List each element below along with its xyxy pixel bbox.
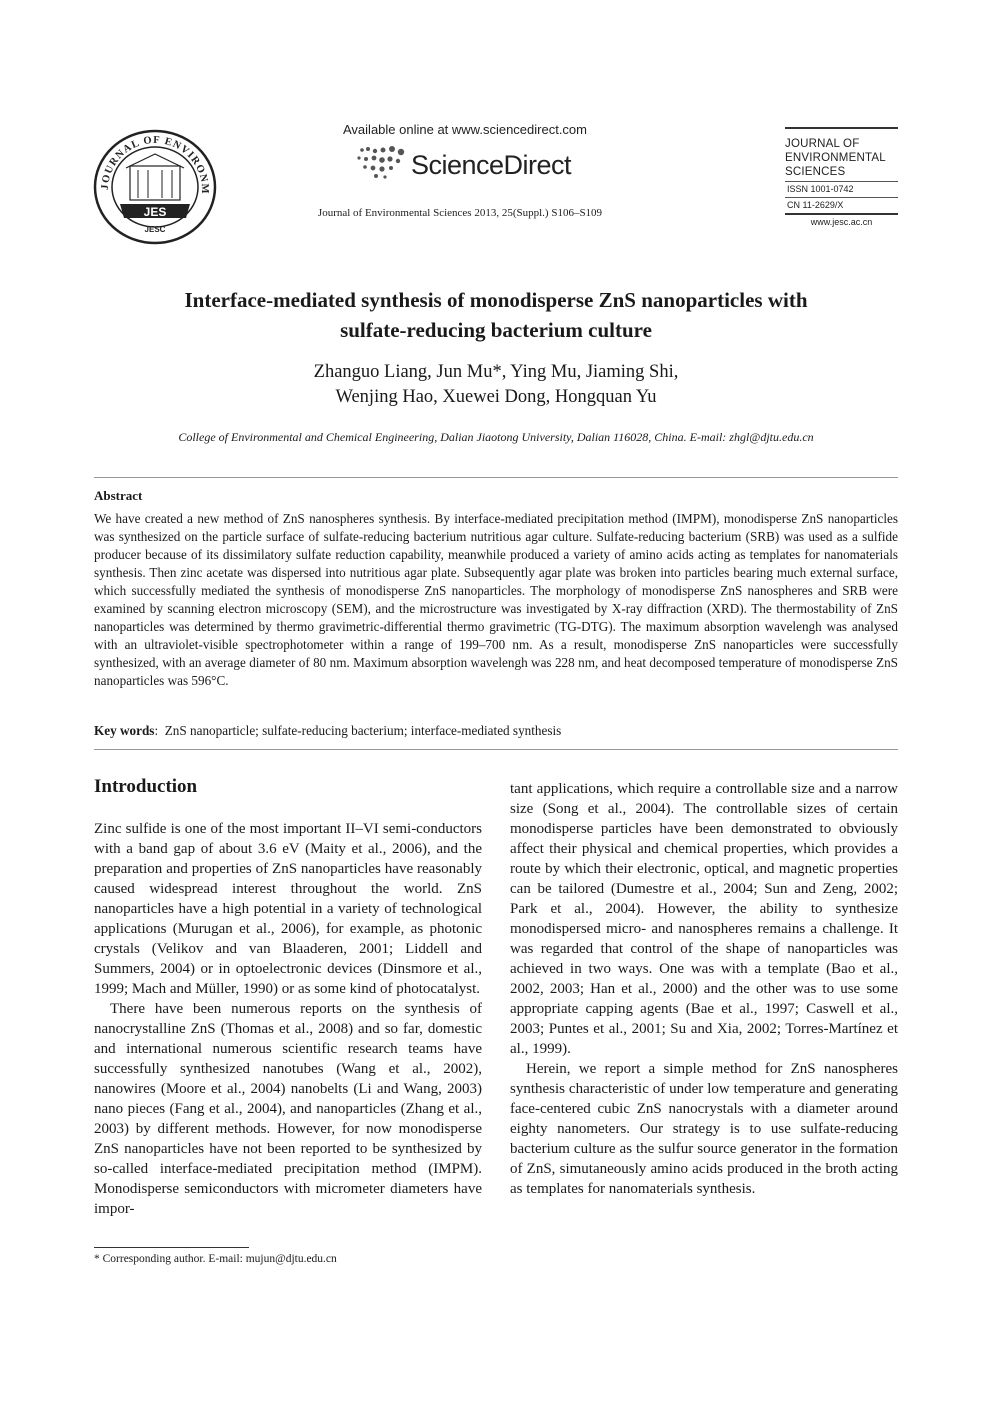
authors-line-1: Zhanguo Liang, Jun Mu*, Ying Mu, Jiaming Shi,: [313, 362, 679, 382]
abstract-bottom-rule: [94, 749, 898, 750]
sciencedirect-brand: ScienceDirect: [411, 150, 572, 180]
journal-citation: Journal of Environmental Sciences 2013, 25(Suppl.) S106–S109: [317, 207, 603, 219]
journal-box-rule: [785, 197, 898, 198]
paragraph: Herein, we report a simple method for ZnS nanospheres synthesis characteristic of under low temperature and generating face-centered cubic ZnS nanocrystals with a diameter around eighty nanometers. Our strategy is to use sulfate-reducing bacterium culture as the sulfur source generator in the formation of ZnS, simutaneously amino acids produced in the broth acting as templates for nanomaterials synthesis.: [510, 1061, 898, 1197]
journal-issn: ISSN 1001-0742: [787, 184, 854, 194]
paragraph: There have been numerous reports on the synthesis of nanocrystalline ZnS (Thomas et al., 2008) and so far, domestic and international numerous scientific research teams have successfully synthesized nanotubes (Wang et al., 2002), nanowires (Moore et al., 2004) nanobelts (Li and Wang, 2003) nano pieces (Fang et al., 2004), and nanoparticles (Zhang et al., 2003) by different methods. However, for now monodisperse ZnS nanoparticles have not been reported to be synthesized by so-called interface-mediated precipitation method (IMPM). Monodisperse semiconductors with micrometer diameters have impor-: [94, 1001, 482, 1217]
journal-url[interactable]: www.jesc.ac.cn: [810, 217, 873, 227]
paragraph: tant applications, which require a controllable size and a narrow size (Song et al., 2004). The controllable sizes of certain monodisperse particles have been demonstrated to obviously affect their physical and chemical properties, which provides a route by which their electronic, optical, and magnetic properties can be tailored (Dumestre et al., 2004; Sun and Zeng, 2002; Park et al., 2004). However, the ability to synthesize monodispersed micro- and nanospheres remains a challenge. It was regarded that control of the shape of nanoparticles was achieved in two ways. One was with a template (Bao et al., 2002, 2003; Han et al., 2000) and the other was to use some appropriate capping agents (Bae et al., 1997; Caswell et al., 2003; Puntes et al., 2001; Su and Xia, 2002; Torres-Martínez et al., 1999).: [510, 781, 898, 1057]
footnote: * Corresponding author. E-mail: mujun@djtu.edu.cn: [94, 1253, 337, 1265]
journal-name-line-3: SCIENCES: [785, 166, 846, 178]
available-online-text: Available online at www.sciencedirect.com: [343, 122, 587, 137]
keywords: Key words: ZnS nanoparticle; sulfate-reducing bacterium; interface-mediated synthesis: [94, 723, 562, 738]
journal-info-box: [785, 127, 898, 228]
left-column: [94, 819, 482, 1219]
journal-name-line-1: JOURNAL OF: [785, 138, 860, 150]
title-line-1: Interface-mediated synthesis of monodisperse ZnS nanoparticles with: [184, 288, 808, 312]
keywords-label: Key words: [94, 723, 155, 738]
section-heading-introduction: Introduction: [94, 776, 198, 797]
svg-text:JOURNAL OF ENVIRONMENTAL SCIEN: [92, 128, 210, 195]
journal-logo: [92, 128, 218, 246]
keywords-text: ZnS nanoparticle; sulfate-reducing bacterium; interface-mediated synthesis: [164, 723, 562, 738]
author-list: [150, 360, 842, 410]
article-title: [120, 285, 872, 345]
abstract-heading: Abstract: [94, 488, 143, 503]
sciencedirect-dots-icon: [356, 146, 408, 180]
logo-ring-text: JOURNAL OF ENVIRONM: [99, 134, 211, 195]
abstract-top-rule: [94, 477, 898, 478]
footnote-rule: [94, 1247, 249, 1248]
affiliation: College of Environmental and Chemical Engineering, Dalian Jiaotong University, Dalian 116028, China. E-mail: zhgl@djtu.edu.cn: [178, 430, 814, 444]
journal-box-top-rule: [785, 127, 898, 129]
authors-line-2: Wenjing Hao, Xuewei Dong, Hongquan Yu: [335, 387, 657, 407]
journal-box-rule: [785, 181, 898, 182]
title-line-2: sulfate-reducing bacterium culture: [340, 318, 652, 342]
right-column: [510, 779, 898, 1199]
abstract-text: We have created a new method of ZnS nanospheres synthesis. By interface-mediated precipitation method (IMPM), monodisperse ZnS nanoparticles was synthesized on the particle surface of sulfate-reducing bacterium nutritious agar culture. Sulfate-reducing bacterium (SRB) was used as a sulfide producer because of its dissimilatory sulfate reduction capability, meanwhile produced a variety of amino acids acting as templates for nanomaterials synthesis. Then zinc acetate was dispersed into nutritious agar plate. Subsequently agar plate was broken into particles bearing much external surface, which successfully mediated the synthesis of monodisperse ZnS nanoparticles. The morphology of monodisperse ZnS nanospheres and SRB were examined by scanning electron microscopy (SEM), and the microstructure was investigated by X-ray diffraction (XRD). The thermostability of ZnS nanoparticles was determined by thermo gravimetric-differential thermo gravimetric (TG-DTG). The maximum absorption wavelengh was analysed with an ultraviolet-visible spectrophotometer within a range of 199–700 nm. As a result, monodisperse ZnS nanoparticles were successfully synthesized, with an average diameter of 80 nm. Maximum absorption wavelengh was 228 nm, and heat decomposed temperature of monodisperse ZnS nanoparticles was 596°C.: [94, 511, 898, 688]
logo-bottom-text: JESC: [144, 225, 166, 234]
paragraph: Zinc sulfide is one of the most important II–VI semi-conductors with a band gap of about 3.6 eV (Maity et al., 2006), and the preparation and properties of ZnS nanoparticles have reasonably caused widespread interest throughout the world. ZnS nanoparticles have a high potential in a variety of technological applications (Murugan et al., 2006), for example, as photonic crystals (Velikov and van Blaaderen, 2001; Liddell and Summers, 2004) or in optoelectronic devices (Dinsmore et al., 1999; Mach and Müller, 1990) or as some kind of photocatalyst.: [94, 821, 482, 997]
journal-cn: CN 11-2629/X: [787, 200, 844, 210]
logo-band-text: JES: [143, 205, 167, 219]
journal-name-line-2: ENVIRONMENTAL: [785, 152, 886, 164]
